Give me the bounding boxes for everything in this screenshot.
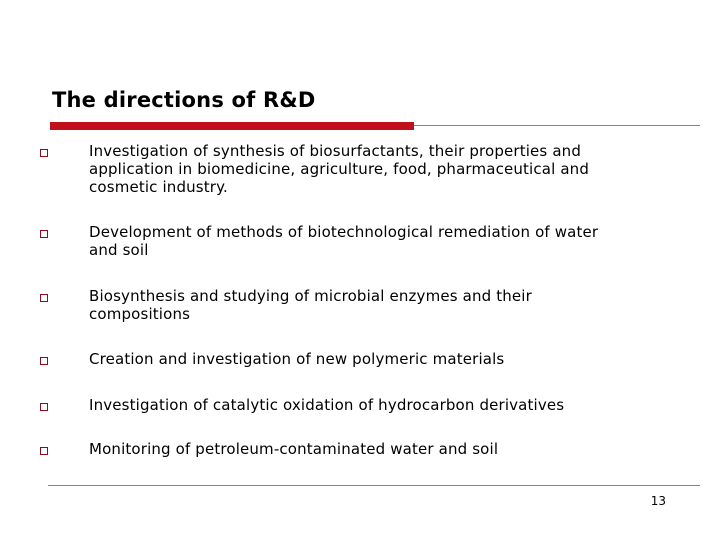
square-bullet-icon: [40, 294, 48, 302]
square-bullet-icon: [40, 357, 48, 365]
title-underline: [50, 120, 700, 130]
footer-rule: [48, 485, 700, 486]
bullet-text: Investigation of synthesis of biosurfactants, their properties and application in biomedicine, agriculture, food, pharmaceutical and cosmetic industry.: [89, 142, 589, 196]
square-bullet-icon: [40, 230, 48, 238]
square-bullet-icon: [40, 447, 48, 455]
bullet-text: Monitoring of petroleum-contaminated water and soil: [89, 440, 499, 458]
title-underline-line: [414, 125, 700, 126]
bullet-text: Biosynthesis and studying of microbial enzymes and their compositions: [89, 287, 532, 323]
bullet-text: Creation and investigation of new polymeric materials: [89, 350, 505, 368]
page-number: 13: [650, 494, 666, 508]
title-underline-accent: [50, 122, 414, 130]
bullet-text: Investigation of catalytic oxidation of hydrocarbon derivatives: [89, 396, 565, 414]
square-bullet-icon: [40, 403, 48, 411]
square-bullet-icon: [40, 149, 48, 157]
bullet-text: Development of methods of biotechnological remediation of water and soil: [89, 223, 599, 259]
slide-title: The directions of R&D: [52, 88, 316, 112]
